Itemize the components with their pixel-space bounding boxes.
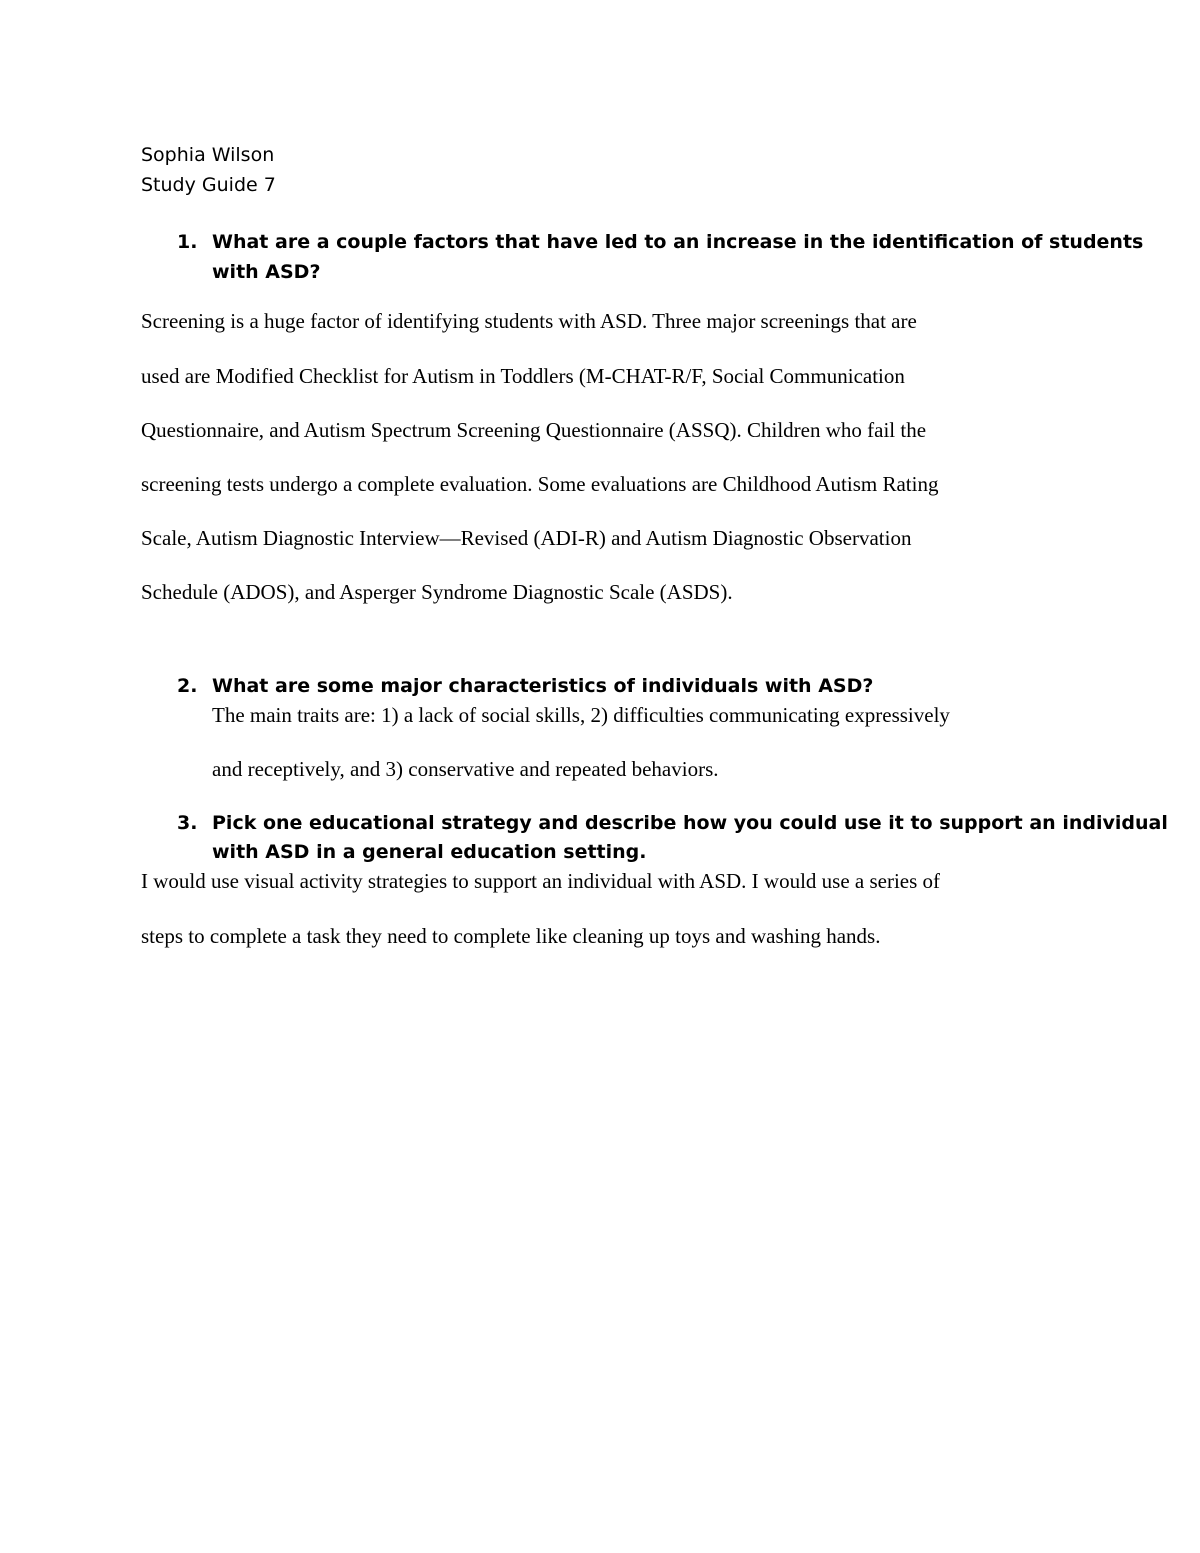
answer-1-line-1: Screening is a huge factor of identifying students with ASD. Three major screenings that are (141, 309, 917, 333)
question-3-line-2: with ASD in a general education setting. (212, 841, 647, 863)
answer-2-line-1: The main traits are: 1) a lack of social skills, 2) difficulties communicating expressively (212, 703, 950, 727)
question-2-line-1: What are some major characteristics of individuals with ASD? (212, 675, 874, 697)
answer-3-line-2: steps to complete a task they need to complete like cleaning up toys and washing hands. (141, 924, 881, 948)
answer-3-line-1: I would use visual activity strategies to support an individual with ASD. I would use a series of (141, 869, 941, 893)
question-number: 3. (177, 812, 198, 834)
answer-1-line-5: Scale, Autism Diagnostic Interview—Revised (ADI-R) and Autism Diagnostic Observation (141, 526, 912, 550)
answer-2-line-2: and receptively, and 3) conservative and repeated behaviors. (212, 757, 719, 781)
question-number: 2. (177, 675, 198, 697)
answer-1-line-6: Schedule (ADOS), and Asperger Syndrome Diagnostic Scale (ASDS). (141, 580, 733, 604)
answer-1-line-2: used are Modified Checklist for Autism in Toddlers (M-CHAT-R/F, Social Communication (141, 364, 905, 388)
author-name: Sophia Wilson (141, 144, 275, 166)
question-3-line-1: Pick one educational strategy and describe how you could use it to support an individual (212, 812, 1168, 834)
question-number: 1. (177, 231, 198, 253)
answer-1-line-4: screening tests undergo a complete evaluation. Some evaluations are Childhood Autism Rating (141, 472, 939, 496)
question-1-line-2: with ASD? (212, 261, 321, 283)
answer-1-line-3: Questionnaire, and Autism Spectrum Screening Questionnaire (ASSQ). Children who fail the (141, 418, 927, 442)
document-title: Study Guide 7 (141, 174, 276, 196)
question-1-line-1: What are a couple factors that have led to an increase in the identification of students (212, 231, 1144, 253)
